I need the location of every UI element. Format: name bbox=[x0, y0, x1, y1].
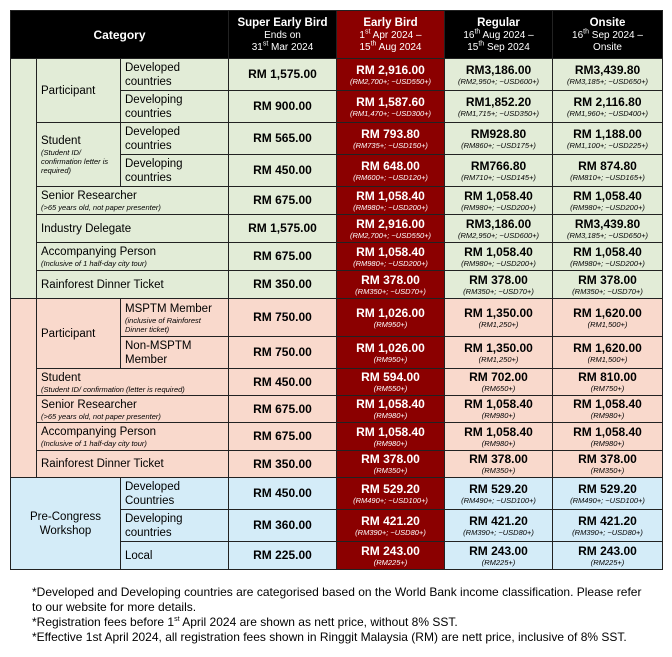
section-label-local bbox=[11, 299, 37, 478]
price-regular: RM1,852.20 (RM1,715+; ~USD350+) bbox=[445, 91, 553, 123]
row-label: Developed Countries bbox=[121, 478, 229, 510]
price-onsite: RM 421.20 (RM390+; ~USD80+) bbox=[553, 510, 663, 542]
row-label: Senior Researcher (>65 years old, not paper presenter) bbox=[37, 187, 229, 215]
super-early-date: 31st Mar 2024 bbox=[251, 40, 314, 53]
price-super-early: RM 1,575.00 bbox=[229, 215, 337, 243]
price-regular: RM 1,350.00 (RM1,250+) bbox=[445, 299, 553, 337]
header-row bbox=[11, 11, 663, 59]
price-early-bird: RM 1,058.40 (RM980+; ~USD200+) bbox=[337, 187, 445, 215]
row-group-label: Participant bbox=[37, 59, 121, 123]
price-onsite: RM 1,058.40 (RM980+; ~USD200+) bbox=[553, 187, 663, 215]
table-row bbox=[11, 478, 663, 510]
price-onsite: RM 529.20 (RM490+; ~USD100+) bbox=[553, 478, 663, 510]
row-group-label: Participant bbox=[37, 299, 121, 369]
price-onsite: RM 1,620.00 (RM1,500+) bbox=[553, 299, 663, 337]
table-row bbox=[11, 396, 663, 423]
price-onsite: RM3,439.80 (RM3,185+; ~USD650+) bbox=[553, 59, 663, 91]
price-super-early: RM 350.00 bbox=[229, 271, 337, 299]
price-onsite: RM 810.00 (RM750+) bbox=[553, 369, 663, 396]
row-label: Accompanying Person (Inclusive of 1 half-day city tour) bbox=[37, 423, 229, 451]
row-label: Non-MSPTM Member bbox=[121, 337, 229, 369]
row-label: Rainforest Dinner Ticket bbox=[37, 271, 229, 299]
price-super-early: RM 675.00 bbox=[229, 396, 337, 423]
section-label-pre-congress: Pre-Congress Workshop bbox=[11, 478, 121, 570]
price-onsite: RM 874.80 (RM810+; ~USD165+) bbox=[553, 155, 663, 187]
table-row bbox=[11, 369, 663, 396]
price-onsite: RM 2,116.80 (RM1,960+; ~USD400+) bbox=[553, 91, 663, 123]
row-label: Developed countries bbox=[121, 59, 229, 91]
price-regular: RM928.80 (RM860+; ~USD175+) bbox=[445, 123, 553, 155]
price-early-bird: RM 421.20 (RM390+; ~USD80+) bbox=[337, 510, 445, 542]
table-row bbox=[11, 299, 663, 337]
price-regular: RM 378.00 (RM350+) bbox=[445, 451, 553, 478]
table-row bbox=[11, 243, 663, 271]
row-label: Developing countries bbox=[121, 155, 229, 187]
price-early-bird: RM 1,026.00 (RM950+) bbox=[337, 299, 445, 337]
row-group-label: Student (Student ID/ confirmation letter is required) bbox=[37, 123, 121, 187]
price-early-bird: RM 529.20 (RM490+; ~USD100+) bbox=[337, 478, 445, 510]
row-label: Local bbox=[121, 542, 229, 570]
price-regular: RM 529.20 (RM490+; ~USD100+) bbox=[445, 478, 553, 510]
row-label: Senior Researcher (>65 years old, not paper presenter) bbox=[37, 396, 229, 423]
price-early-bird: RM 1,587.60 (RM1,470+; ~USD300+) bbox=[337, 91, 445, 123]
price-super-early: RM 750.00 bbox=[229, 337, 337, 369]
price-onsite: RM 1,058.40 (RM980+; ~USD200+) bbox=[553, 243, 663, 271]
price-super-early: RM 450.00 bbox=[229, 155, 337, 187]
price-super-early: RM 565.00 bbox=[229, 123, 337, 155]
row-label: Developing countries bbox=[121, 510, 229, 542]
price-regular: RM 1,058.40 (RM980+) bbox=[445, 396, 553, 423]
early-bird-header: Early Bird 1st Apr 2024 – 15th Aug 2024 bbox=[337, 11, 445, 59]
price-early-bird: RM 2,916.00 (RM2,700+; ~USD550+) bbox=[337, 59, 445, 91]
price-super-early: RM 360.00 bbox=[229, 510, 337, 542]
price-onsite: RM 378.00 (RM350+; ~USD70+) bbox=[553, 271, 663, 299]
price-regular: RM 421.20 (RM390+; ~USD80+) bbox=[445, 510, 553, 542]
price-regular: RM 1,350.00 (RM1,250+) bbox=[445, 337, 553, 369]
row-label: Industry Delegate bbox=[37, 215, 229, 243]
row-label: Developed countries bbox=[121, 123, 229, 155]
table-row bbox=[11, 59, 663, 91]
price-early-bird: RM 378.00 (RM350+) bbox=[337, 451, 445, 478]
price-early-bird: RM 594.00 (RM550+) bbox=[337, 369, 445, 396]
table-row bbox=[11, 451, 663, 478]
price-super-early: RM 675.00 bbox=[229, 423, 337, 451]
price-early-bird: RM 378.00 (RM350+; ~USD70+) bbox=[337, 271, 445, 299]
price-early-bird: RM 2,916.00 (RM2,700+; ~USD550+) bbox=[337, 215, 445, 243]
row-label: Developing countries bbox=[121, 91, 229, 123]
category-header: Category bbox=[11, 11, 229, 59]
price-regular: RM766.80 (RM710+; ~USD145+) bbox=[445, 155, 553, 187]
section-label-international bbox=[11, 59, 37, 299]
price-onsite: RM 243.00 (RM225+) bbox=[553, 542, 663, 570]
footnote-after-april: *Effective 1st April 2024, all registration fees shown in Ringgit Malaysia (RM) are nett price, inclusive of 8% SST. bbox=[32, 630, 627, 644]
price-regular: RM3,186.00 (RM2,950+; ~USD600+) bbox=[445, 59, 553, 91]
price-onsite: RM 378.00 (RM350+) bbox=[553, 451, 663, 478]
table-row bbox=[11, 187, 663, 215]
price-early-bird: RM 793.80 (RM735+; ~USD150+) bbox=[337, 123, 445, 155]
price-onsite: RM 1,620.00 (RM1,500+) bbox=[553, 337, 663, 369]
table-row bbox=[11, 123, 663, 155]
price-early-bird: RM 648.00 (RM600+; ~USD120+) bbox=[337, 155, 445, 187]
price-super-early: RM 675.00 bbox=[229, 243, 337, 271]
price-super-early: RM 1,575.00 bbox=[229, 59, 337, 91]
row-label: Student (Student ID/ confirmation (letter is required) bbox=[37, 369, 229, 396]
price-regular: RM 1,058.40 (RM980+) bbox=[445, 423, 553, 451]
price-regular: RM 378.00 (RM350+; ~USD70+) bbox=[445, 271, 553, 299]
footnotes bbox=[32, 585, 652, 645]
price-super-early: RM 900.00 bbox=[229, 91, 337, 123]
footnote-classification: *Developed and Developing countries are categorised based on the World Bank income classification. Please refer to our website for more details. bbox=[32, 585, 642, 614]
super-early-header: Super Early Bird Ends on 31st Mar 2024 bbox=[229, 11, 337, 59]
price-super-early: RM 450.00 bbox=[229, 478, 337, 510]
price-regular: RM 1,058.40 (RM980+; ~USD200+) bbox=[445, 187, 553, 215]
price-early-bird: RM 1,026.00 (RM950+) bbox=[337, 337, 445, 369]
price-super-early: RM 675.00 bbox=[229, 187, 337, 215]
price-early-bird: RM 1,058.40 (RM980+; ~USD200+) bbox=[337, 243, 445, 271]
price-onsite: RM 1,058.40 (RM980+) bbox=[553, 396, 663, 423]
price-regular: RM3,186.00 (RM2,950+; ~USD600+) bbox=[445, 215, 553, 243]
table-row bbox=[11, 271, 663, 299]
price-super-early: RM 225.00 bbox=[229, 542, 337, 570]
price-regular: RM 243.00 (RM225+) bbox=[445, 542, 553, 570]
price-early-bird: RM 243.00 (RM225+) bbox=[337, 542, 445, 570]
price-regular: RM 1,058.40 (RM980+; ~USD200+) bbox=[445, 243, 553, 271]
price-onsite: RM 1,058.40 (RM980+) bbox=[553, 423, 663, 451]
row-label: Rainforest Dinner Ticket bbox=[37, 451, 229, 478]
regular-header: Regular 16th Aug 2024 – 15th Sep 2024 bbox=[445, 11, 553, 59]
table-row bbox=[11, 423, 663, 451]
row-label: MSPTM Member (inclusive of Rainforest Dinner ticket) bbox=[121, 299, 229, 337]
price-super-early: RM 350.00 bbox=[229, 451, 337, 478]
table-row bbox=[11, 215, 663, 243]
footnote-before-april: *Registration fees before 1st April 2024 are shown as nett price, without 8% SST. bbox=[32, 615, 458, 629]
price-onsite: RM3,439.80 (RM3,185+; ~USD650+) bbox=[553, 215, 663, 243]
price-regular: RM 702.00 (RM650+) bbox=[445, 369, 553, 396]
price-early-bird: RM 1,058.40 (RM980+) bbox=[337, 423, 445, 451]
price-early-bird: RM 1,058.40 (RM980+) bbox=[337, 396, 445, 423]
onsite-header: Onsite 16th Sep 2024 – Onsite bbox=[553, 11, 663, 59]
registration-fee-table bbox=[10, 10, 663, 570]
price-super-early: RM 750.00 bbox=[229, 299, 337, 337]
price-super-early: RM 450.00 bbox=[229, 369, 337, 396]
row-label: Accompanying Person (Inclusive of 1 half-day city tour) bbox=[37, 243, 229, 271]
price-onsite: RM 1,188.00 (RM1,100+; ~USD225+) bbox=[553, 123, 663, 155]
